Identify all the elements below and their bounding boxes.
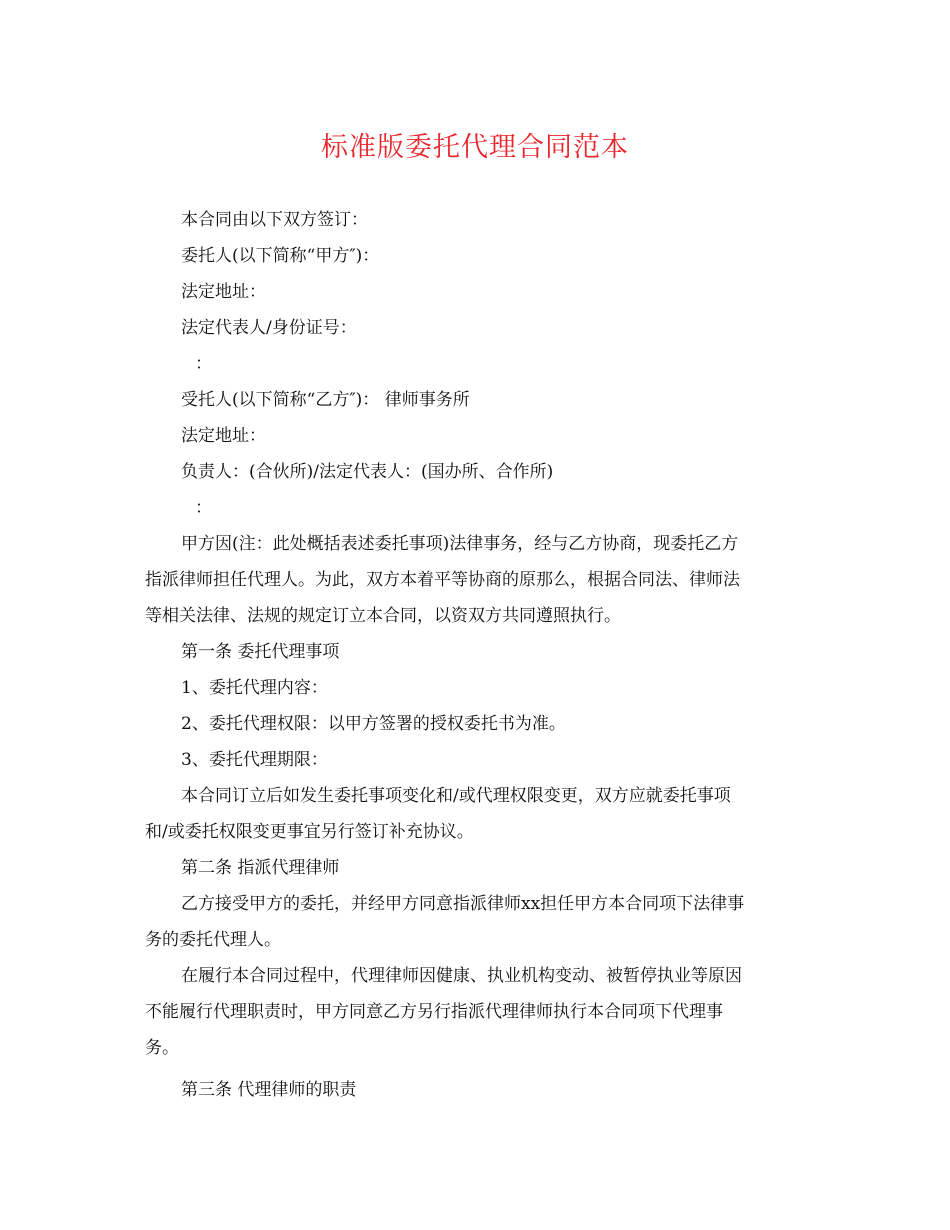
text-line: 本合同订立后如发生委托事项变化和/或代理权限变更，双方应就委托事项 (181, 786, 731, 806)
text-line: 在履行本合同过程中，代理律师因健康、执业机构变动、被暂停执业等原因 (181, 966, 742, 986)
document-title: 标准版委托代理合同范本 (321, 132, 629, 163)
text-line: 和/或委托权限变更事宜另行签订补充协议。 (145, 822, 474, 842)
text-line: 1、委托代理内容： (181, 678, 328, 698)
text-line: 甲方因(注：此处概括表述委托事项)法律事务，经与乙方协商，现委托乙方 (181, 534, 739, 554)
text-line: ： (195, 354, 212, 374)
section-heading: 第三条 代理律师的职责 (181, 1080, 357, 1100)
section-heading: 第二条 指派代理律师 (181, 858, 340, 878)
text-line: 法定地址： (181, 426, 266, 446)
text-line: 3、委托代理期限： (181, 750, 328, 770)
text-line: 不能履行代理职责时，甲方同意乙方另行指派代理律师执行本合同项下代理事 (145, 1002, 723, 1022)
text-line: 乙方接受甲方的委托，并经甲方同意指派律师xx担任甲方本合同项下法律事 (181, 894, 745, 914)
text-line: 委托人(以下简称“甲方″)： (181, 246, 380, 266)
text-line: 指派律师担任代理人。为此，双方本着平等协商的原那么，根据合同法、律师法 (145, 570, 740, 590)
text-line: 等相关法律、法规的规定订立本合同，以资双方共同遵照执行。 (145, 606, 621, 626)
text-line: 本合同由以下双方签订： (181, 210, 368, 230)
text-line: 受托人(以下简称“乙方″)： 律师事务所 (181, 390, 470, 410)
text-line: ： (195, 498, 212, 518)
text-line: 务。 (145, 1038, 179, 1058)
text-line: 负责人：(合伙所)/法定代表人：(国办所、合作所) (181, 462, 554, 482)
text-line: 2、委托代理权限：以甲方签署的授权委托书为准。 (181, 714, 566, 734)
text-line: 法定地址： (181, 282, 266, 302)
section-heading: 第一条 委托代理事项 (181, 642, 340, 662)
text-line: 法定代表人/身份证号： (181, 318, 357, 338)
text-line: 务的委托代理人。 (145, 930, 281, 950)
